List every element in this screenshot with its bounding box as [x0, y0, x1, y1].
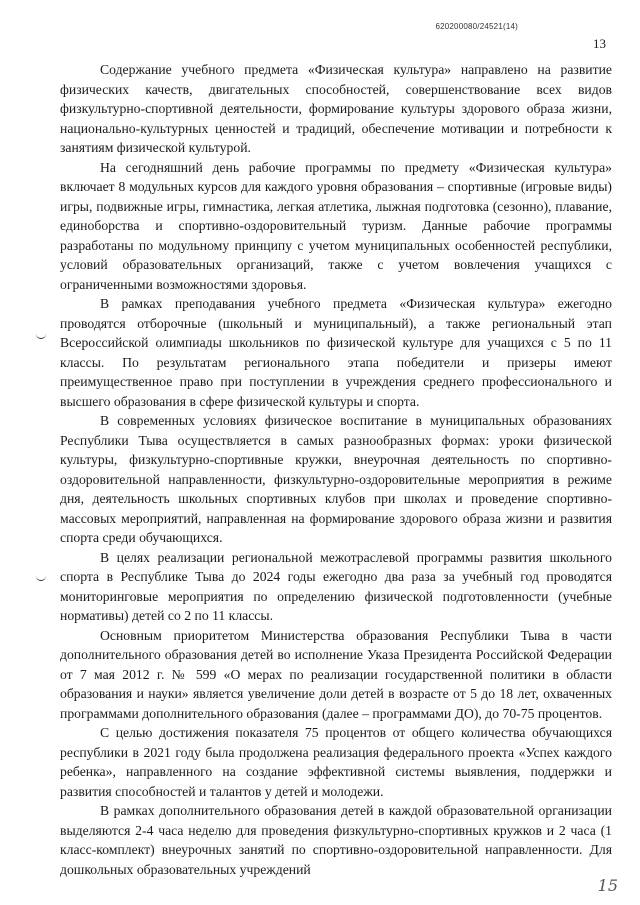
document-code: 620200080/24521(14) — [435, 22, 518, 31]
page-number: 13 — [593, 36, 606, 51]
margin-bracket-mark — [36, 333, 46, 339]
paragraph: В рамках дополнительного образования детей в каждой образовательной организации выделяются 2-4 часа неделю для проведения физкультурно-спортивных кружков и 2 часа (1 класс-комплект) внеурочных занятий по спортивно-оздоровительной направленности. Для дошкольных образовательных учреждений — [60, 803, 612, 877]
paragraph: В целях реализации региональной межотраслевой программы развития школьного спорта в Республике Тыва до 2024 годы ежегодно два раза за учебный год проводятся мониторинговые мероприятия по определению физической подготовленности (учебные нормативы) детей со 2 по 11 классы. — [60, 549, 612, 623]
document-body — [60, 60, 612, 879]
paragraph: В современных условиях физическое воспитание в муниципальных образованиях Республики Тыва осуществляется в самых разнообразных формах: уроки физической культуры, физкультурно-спортивные кружки, внеурочная деятельность по спортивно-оздоровительной направленности, физкультурно-оздоровительные мероприятия в режиме дня, деятельность школьных спортивных клубов при школах и проведение спортивно-массовых мероприятий, направленная на формирование здорового образа жизни и развития спорта среди обучающихся. — [60, 413, 612, 545]
paragraph: С целью достижения показателя 75 процентов от общего количества обучающихся республики в 2021 году была продолжена реализация федерального проекта «Успех каждого ребенка», направленного на создание эффективной системы выявления, поддержки и развития способностей и талантов у детей и молодежи. — [60, 725, 612, 799]
paragraph: На сегодняшний день рабочие программы по предмету «Физическая культура» включает 8 модульных курсов для каждого уровня образования – спортивные (игровые виды) игры, подвижные игры, гимнастика, легкая атлетика, лыжная подготовка (сезонно), плавание, единоборства и спортивно-оздоровительный туризм. Данные рабочие программы разработаны по модульному принципу с учетом муниципальных особенностей республики, условий образовательных организаций, также с учетом вовлечения учащихся с ограниченными возможностями здоровья. — [60, 159, 612, 292]
handwritten-page-mark: 15 — [597, 876, 618, 895]
paragraph: Содержание учебного предмета «Физическая культура» направлено на развитие физических качеств, двигательных способностей, совершенствование всех видов физкультурно-спортивной деятельности, формирование культуры здорового образа жизни, национально-культурных ценностей и традиций, обеспечение мотивации и потребности к занятиям физической культурой. — [60, 62, 612, 155]
paragraph: В рамках преподавания учебного предмета «Физическая культура» ежегодно проводятся отборочные (школьный и муниципальный), а также региональный этап Всероссийской олимпиады школьников по физической культуре для учащихся с 5 по 11 классы. По результатам регионального этапа победители и призеры имеют преимущественное право при поступлении в учреждения среднего профессионального и высшего образования в сфере физической культуры и спорта. — [60, 296, 612, 409]
paragraph: Основным приоритетом Министерства образования Республики Тыва в части дополнительного образования детей во исполнение Указа Президента Российской Федерации от 7 мая 2012 г. № 599 «О мерах по реализации государственной политики в области образования и науки» является увеличение доли детей в возрасте от 5 до 18 лет, охваченных программами дополнительного образования (далее – программами ДО), до 70-75 процентов. — [60, 627, 612, 721]
margin-bracket-mark — [36, 575, 46, 581]
